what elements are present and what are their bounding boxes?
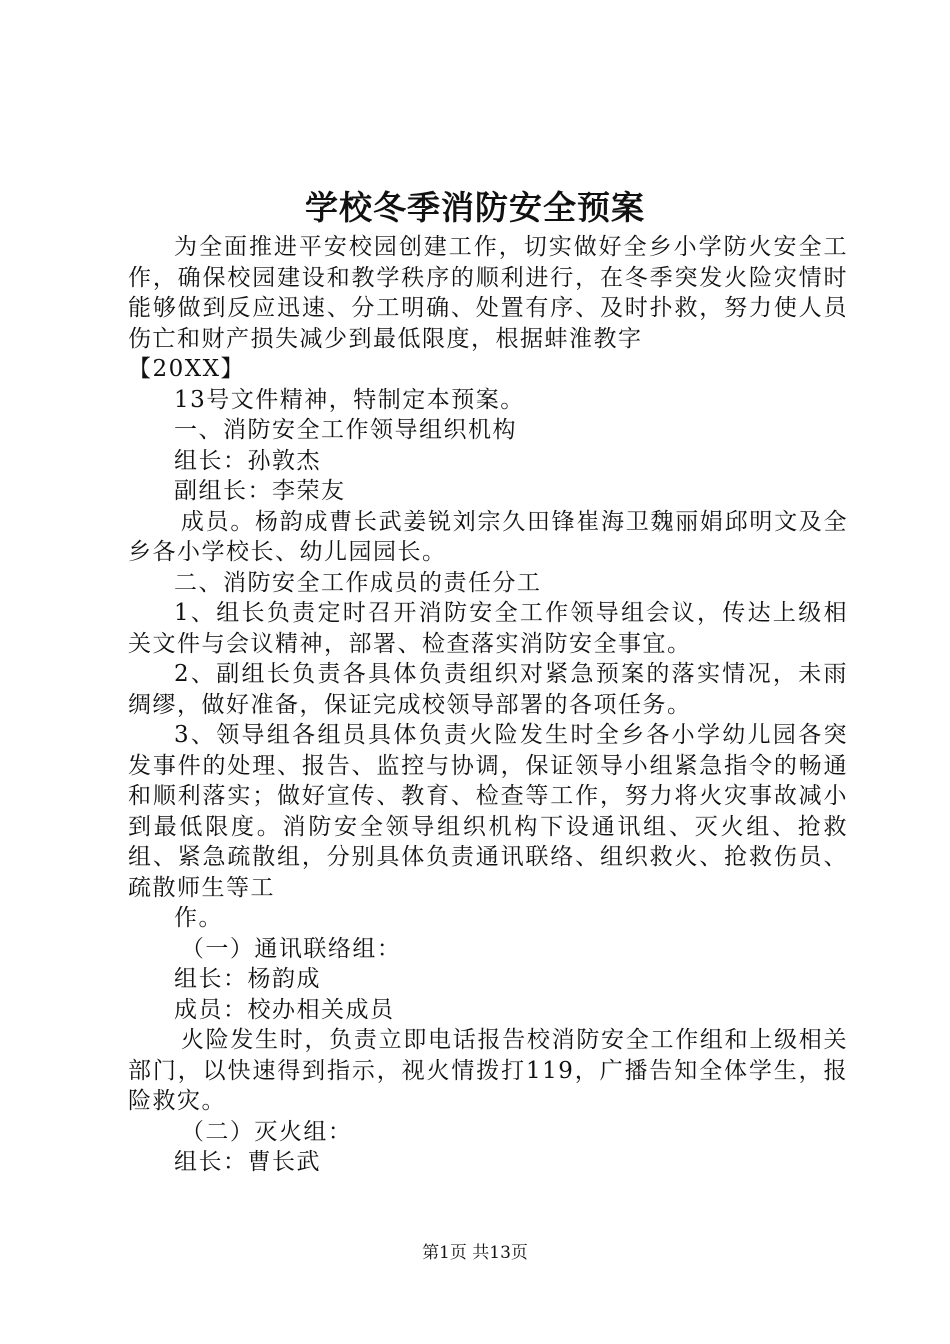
paragraph-duty-1: 1、组长负责定时召开消防安全工作领导组会议，传达上级相关文件与会议精神，部署、检查落实消防安全事宜。 xyxy=(128,600,848,657)
paragraph-duty-2: 2、副组长负责各具体负责组织对紧急预案的落实情况，未雨绸缪，做好准备，保证完成校领导部署的各项任务。 xyxy=(128,661,848,718)
paragraph-intro: 为全面推进平安校园创建工作，切实做好全乡小学防火安全工作，确保校园建设和教学秩序的顺利进行，在冬季突发火险灾情时能够做到反应迅速、分工明确、处置有序、及时扑救，努力使人员伤亡和财产损失减少到最低限度，根据蚌淮教字 xyxy=(128,234,848,352)
subsection-heading-firefighting: （二）灭火组： xyxy=(180,1118,353,1145)
paragraph-firefighting-leader: 组长：曹长武 xyxy=(174,1149,321,1175)
paragraph-communication-duty: 火险发生时，负责立即电话报告校消防安全工作组和上级相关部门，以快速得到指示，视火情拨打119，广播告知全体学生，报险救灾。 xyxy=(128,1027,848,1114)
paragraph-doc-number: 【20XX】 xyxy=(128,356,246,382)
paragraph-duty-3: 3、领导组各组员具体负责火险发生时全乡各小学幼儿园各突发事件的处理、报告、监控与协调，保证领导小组紧急指令的畅通和顺利落实；做好宣传、教育、检查等工作，努力将火灾事故减小到最低限度。消防安全领导组织机构下设通讯组、灭火组、抢救组、紧急疏散组，分别具体负责通讯联络、组织救火、抢救伤员、疏散师生等工 xyxy=(128,722,848,901)
document-title: 学校冬季消防安全预案 xyxy=(305,188,645,227)
paragraph-members: 成员。杨韵成曹长武姜锐刘宗久田锋崔海卫魏丽娟邱明文及全乡各小学校长、幼儿园园长。 xyxy=(128,508,848,565)
paragraph-deputy-leader: 副组长：李荣友 xyxy=(174,478,346,504)
paragraph-duty-3-end: 作。 xyxy=(174,905,223,931)
subsection-heading-communication: （一）通讯联络组： xyxy=(180,935,402,962)
paragraph-leader: 组长：孙敦杰 xyxy=(174,447,321,474)
paragraph-doc-ref: 13号文件精神，特制定本预案。 xyxy=(174,386,525,413)
page-footer: 第1页 共13页 xyxy=(422,1243,528,1263)
section-heading-organization: 一、消防安全工作领导组织机构 xyxy=(174,417,517,443)
section-heading-responsibilities: 二、消防安全工作成员的责任分工 xyxy=(174,569,542,596)
paragraph-communication-leader: 组长：杨韵成 xyxy=(174,966,321,992)
paragraph-communication-members: 成员：校办相关成员 xyxy=(174,996,395,1023)
document-body xyxy=(128,232,848,1178)
